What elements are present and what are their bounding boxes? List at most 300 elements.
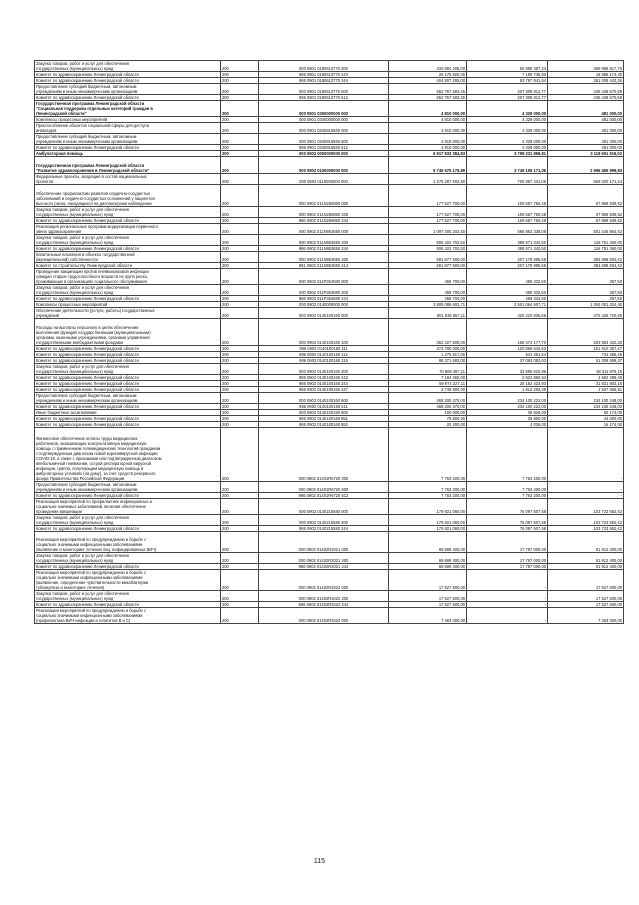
row-code: 000 0901 0180613770 600 (259, 84, 389, 95)
row-code: 000 0902 01402R2021 000 (259, 532, 389, 553)
row-name (35, 428, 221, 482)
page-number: 115 (313, 858, 326, 865)
row-executed: 35 800,00 (467, 416, 548, 422)
row-executed: 17 787 000,00 (467, 553, 548, 564)
row-ved: 200 (221, 482, 259, 493)
row-code: 000 0902 011N255860 200 (259, 207, 389, 218)
row-code: 000 0902 0140100160 200 (259, 364, 389, 375)
table-row (35, 482, 624, 493)
row-name-line: Предоставление субсидий бюджетным, автономным (36, 84, 137, 89)
row-executed: - (467, 570, 548, 591)
row-unexecuted: 67 869 939,52 (548, 218, 624, 224)
row-approved: 4 810 000,00 (389, 117, 467, 123)
row-name-line: Комитет по здравоохранению Ленинградской области (36, 246, 139, 251)
row-name (35, 364, 221, 375)
row-code: 000 0902 0140000000 000 (259, 302, 389, 308)
row-name-line: помощь с применением телемедицинских технологий гражданам (36, 446, 161, 451)
row-ved: 200 (221, 224, 259, 235)
row-name-line: высокого риска, находящихся на диспансерном наблюдении (36, 201, 152, 206)
row-approved: 6 745 575 179,89 (389, 157, 467, 174)
row-name-line: Комитет по здравоохранению Ленинградской области (36, 387, 139, 392)
row-executed: 234 100 222,00 (467, 393, 548, 404)
row-name-line: учреждениям и иным некоммерческим организациям (36, 139, 138, 144)
row-ved: 200 (221, 553, 259, 564)
row-executed: 109 657 760,48 (467, 207, 548, 218)
row-executed: 425 210 836,66 (467, 308, 548, 319)
row-name-line: государственных (муниципальных) нужд (36, 290, 114, 295)
row-name-line: Закупка товаров, работ и услуг для обеспечения (36, 364, 129, 369)
row-name (35, 515, 221, 526)
row-executed: 234 100 222,00 (467, 404, 548, 410)
row-approved: 468 200 470,00 (389, 393, 467, 404)
budget-report-page (34, 60, 622, 624)
row-name-line: учреждений (36, 313, 59, 318)
row-code: 000 0902 011N255860 000 (259, 185, 389, 207)
row-unexecuted: 2 996 465 999,83 (548, 157, 624, 174)
table-row (35, 157, 624, 174)
row-name-line: Комитет по здравоохранению Ленинградской области (36, 493, 139, 498)
row-name (35, 553, 221, 564)
row-executed: 7 763 200,00 (467, 428, 548, 482)
row-executed: 388 671 342,50 (467, 246, 548, 252)
row-name-line: туберкулеза и мониторинг лечения) (36, 585, 105, 590)
row-name-line: Финансовое обеспечение оплаты труда медицинских (36, 436, 138, 441)
row-code: 000 0902 011N953650 200 (259, 235, 389, 246)
row-executed: 1 812 293,49 (467, 387, 548, 393)
row-unexecuted: 569 320 171,44 (548, 174, 624, 185)
row-name (35, 308, 221, 319)
table-row (35, 591, 624, 602)
row-name-line: амбулаторных условиях (на дому), за счет средств резервного (36, 471, 156, 476)
table-row (35, 78, 624, 84)
row-code: 986 0902 0140100160 851 (259, 416, 389, 422)
row-name-line: Иные бюджетные ассигнования (36, 410, 97, 415)
row-executed: 39 826,00 (467, 410, 548, 416)
row-ved: 200 (221, 404, 259, 410)
row-approved: 177 527 700,00 (389, 185, 467, 207)
row-executed: 207 178 995,58 (467, 263, 548, 269)
row-executed: 2 631 860,54 (467, 375, 548, 381)
row-executed: 17 787 000,00 (467, 532, 548, 553)
row-unexecuted: 17 527 600,00 (548, 570, 624, 591)
row-ved: 200 (221, 145, 259, 151)
row-code: 986 0902 0140100160 112 (259, 352, 389, 358)
row-code: 986 0902 01402R2021 244 (259, 564, 389, 570)
row-unexecuted: 17 527 600,00 (548, 602, 624, 608)
row-name-line: государственных (муниципальных) нужд (36, 520, 114, 525)
row-approved: 652 757 583,36 (389, 84, 467, 95)
row-code: 000 0902 011N953650 000 (259, 224, 389, 235)
row-unexecuted: 367,50 (548, 269, 624, 285)
row-code: 000 0901 0180613770 200 (259, 61, 389, 72)
row-ved: 200 (221, 185, 259, 207)
row-ved: 200 (221, 422, 259, 428)
row-approved: 26 176 920,00 (389, 72, 467, 78)
row-executed: 76 097 507,58 (467, 526, 548, 532)
row-name-line: государственных (муниципальных) нужд (36, 558, 114, 563)
row-name-line: Расходы на выплаты персоналу в целях обеспечения (36, 325, 139, 330)
table-row (35, 185, 624, 207)
row-ved: 200 (221, 218, 259, 224)
row-name-line: государственных (муниципальных) нужд (36, 240, 114, 245)
row-unexecuted: 481 000,00 (548, 101, 624, 117)
table-row (35, 285, 624, 296)
table-row (35, 123, 624, 134)
row-ved: 200 (221, 564, 259, 570)
row-executed: 207 178 995,58 (467, 252, 548, 263)
row-name (35, 134, 221, 145)
row-name-line: (муниципальной) собственности (36, 257, 98, 262)
row-name-line: Реализация мероприятий по предупреждению и борьбе с (36, 537, 146, 542)
row-code: 981 0902 011N953650 414 (259, 263, 389, 269)
row-unexecuted: 384 698 504,42 (548, 252, 624, 263)
row-executed: 7 763 200,00 (467, 493, 548, 499)
row-name-line: Реализация региональных программ модернизации первичного (36, 224, 158, 229)
table-row (35, 218, 624, 224)
row-name-line: внебольничной пневмонии, острой респираторной вирусной (36, 461, 152, 466)
row-approved: 70 908 487,11 (389, 364, 467, 375)
row-name (35, 101, 221, 117)
row-ved: 200 (221, 84, 259, 95)
row-name-line: Государственная программа Ленинградской области (36, 101, 145, 106)
table-row (35, 422, 624, 428)
row-ved: 200 (221, 235, 259, 246)
row-name (35, 61, 221, 72)
row-ved: 200 (221, 123, 259, 134)
row-name-line: Комитет по здравоохранению Ленинградской области (36, 296, 139, 301)
row-code: 986 0901 0180613770 244 (259, 78, 389, 84)
row-name-line: проведения вакцинации (36, 509, 82, 514)
row-approved: 20 200,00 (389, 422, 467, 428)
row-name-line: социально-значимых заболеваний, включая обеспечение (36, 504, 146, 509)
row-name-line: Ленинградской области" (36, 111, 87, 116)
table-row (35, 296, 624, 302)
row-name-line: Комитет по строительству Ленинградской области (36, 263, 132, 268)
table-row (35, 145, 624, 151)
row-ved: 200 (221, 72, 259, 78)
row-ved: 200 (221, 499, 259, 515)
row-name-line: (профилактика ВИЧ-инфекции и гепатитов В и С) (36, 618, 131, 623)
row-name-line: социально значимыми инфекционными заболеваниями (36, 542, 143, 547)
row-unexecuted: 3 118 601 516,02 (548, 151, 624, 157)
table-row (35, 308, 624, 319)
row-approved: 459 700,00 (389, 285, 467, 296)
row-ved: 200 (221, 285, 259, 296)
row-name-line: Предоставление субсидий бюджетным, автономным (36, 393, 137, 398)
row-name-line: Комитет по здравоохранению Ленинградской области (36, 145, 139, 150)
row-name-line: государственных (муниципальных) нужд (36, 596, 114, 601)
row-unexecuted: 51 912 400,00 (548, 564, 624, 570)
row-name-line: государственных (муниципальных) нужд (36, 369, 114, 374)
row-executed: 120 869 642,53 (467, 346, 548, 352)
row-code: 000 0902 0140100160 000 (259, 308, 389, 319)
row-name (35, 84, 221, 95)
table-row (35, 134, 624, 145)
row-executed: - (467, 602, 548, 608)
row-approved: 4 810 000,00 (389, 123, 467, 134)
row-executed: 4 329 000,00 (467, 145, 548, 151)
row-name (35, 532, 221, 553)
row-name-line: Реализация мероприятий по предупреждению и борьбе с (36, 608, 146, 613)
row-approved: 4 810 000,00 (389, 134, 467, 145)
row-code: 986 0902 011N255860 244 (259, 218, 389, 224)
table-row (35, 404, 624, 410)
row-unexecuted: 116 751 360,00 (548, 246, 624, 252)
row-executed: 7 763 200,00 (467, 482, 548, 493)
row-ved: 200 (221, 364, 259, 375)
row-executed: 4 026,00 (467, 422, 548, 428)
row-unexecuted: 51 912 400,00 (548, 553, 624, 564)
row-code: 000 0902 01402R2022 000 (259, 570, 389, 591)
row-executed: 595 853 338,08 (467, 224, 548, 235)
row-approved: 179 821 060,00 (389, 499, 467, 515)
row-code: 000 0901 0340000000 000 (259, 117, 389, 123)
table-row (35, 358, 624, 364)
row-code: 000 0902 011N953650 400 (259, 252, 389, 263)
row-name-line: Государственная программа Ленинградской области (36, 163, 145, 168)
row-ved: 200 (221, 375, 259, 381)
row-name-line: Проведение вакцинации против пневмококковой инфекции (36, 269, 149, 274)
row-ved: 200 (221, 269, 259, 285)
row-unexecuted: 1 937 606,51 (548, 387, 624, 393)
row-name-line: Предоставление субсидий бюджетным, автономным (36, 134, 137, 139)
row-unexecuted: 384 698 504,42 (548, 263, 624, 269)
row-code: 986 0902 011P354680 244 (259, 296, 389, 302)
table-row (35, 532, 624, 553)
row-approved: 17 527 600,00 (389, 591, 467, 602)
row-unexecuted: - (548, 493, 624, 499)
table-row (35, 526, 624, 532)
row-ved: 200 (221, 134, 259, 145)
row-code: 000 0901 0300000000 000 (259, 101, 389, 117)
table-row (35, 564, 624, 570)
row-executed: 4 329 000,00 (467, 134, 548, 145)
row-name-line: проектов (36, 179, 54, 184)
row-name-line: органами, казенными учреждениями, органами управления (36, 335, 150, 340)
row-approved: 6 917 833 384,83 (389, 151, 467, 157)
row-unexecuted: 501 446 864,42 (548, 224, 624, 235)
row-unexecuted: 38 311 876,15 (548, 364, 624, 375)
row-unexecuted: 234 100 248,00 (548, 393, 624, 404)
row-code: 000 0902 01401R6720 000 (259, 428, 389, 482)
row-approved: 1 097 300 202,50 (389, 224, 467, 235)
table-row (35, 263, 624, 269)
row-name (35, 174, 221, 185)
row-executed: 4 329 000,00 (467, 101, 548, 117)
row-ved: 200 (221, 174, 259, 185)
row-unexecuted: 103 723 552,42 (548, 526, 624, 532)
row-approved: 459 700,00 (389, 296, 467, 302)
row-name (35, 252, 221, 263)
row-executed: 207 308 912,77 (467, 95, 548, 101)
row-name (35, 285, 221, 296)
row-unexecuted: 481 000,00 (548, 134, 624, 145)
row-name-line: учреждениям и иным некоммерческим организациям (36, 487, 138, 492)
row-approved: 69 699 400,00 (389, 532, 467, 553)
row-name-line: государственными внебюджетными фондами (36, 340, 123, 345)
row-code: 986 0902 0140100160 244 (259, 381, 389, 387)
table-row (35, 428, 624, 482)
row-code: 000 0902 0140215580 000 (259, 499, 389, 515)
row-code: 000 0902 0100000000 000 (259, 157, 389, 174)
row-code: 000 0902 0140100160 800 (259, 410, 389, 416)
row-approved: 179 821 060,00 (389, 526, 467, 532)
row-code: 986 0902 0140100160 242 (259, 375, 389, 381)
table-row (35, 252, 624, 263)
table-row (35, 364, 624, 375)
row-unexecuted: 1 304 001 324,40 (548, 302, 624, 308)
row-name-line: COVID-19, а также с признаками или подтвержденным диагнозом (36, 456, 162, 461)
row-name-line: Комитет по здравоохранению Ленинградской области (36, 218, 139, 223)
row-ved: 200 (221, 246, 259, 252)
row-executed: 459 332,50 (467, 269, 548, 285)
row-code: 986 0902 0140215580 244 (259, 526, 389, 532)
row-unexecuted: 103 723 552,42 (548, 499, 624, 515)
row-executed: 76 097 507,58 (467, 515, 548, 526)
row-unexecuted: 103 723 552,42 (548, 515, 624, 526)
row-name-line: заболеваний и сердечно-сосудистых осложнений у пациентов (36, 196, 155, 201)
row-unexecuted: 481 000,00 (548, 123, 624, 134)
row-approved: 505 422 702,50 (389, 246, 467, 252)
row-name-line: Комплексы процессных мероприятий (36, 117, 108, 122)
table-row (35, 499, 624, 515)
row-name-line: Комитет по здравоохранению Ленинградской области (36, 416, 139, 421)
row-name-line: (выявление и мониторинг лечения лиц, инфицированных ВИЧ) (36, 547, 157, 552)
row-unexecuted: 31 821 803,18 (548, 381, 624, 387)
row-name-line: выполнения функций государственными (муниципальными) (36, 330, 151, 335)
row-name-line: Закупка товаров, работ и услуг для обеспечения (36, 515, 129, 520)
row-approved: 88 371 683,00 (389, 358, 467, 364)
row-code: 986 0902 011N953650 244 (259, 246, 389, 252)
row-executed: 541 451,54 (467, 352, 548, 358)
table-row (35, 393, 624, 404)
row-approved: 362 427 600,00 (389, 319, 467, 346)
row-approved: 179 821 060,00 (389, 515, 467, 526)
row-unexecuted: 734 465,46 (548, 352, 624, 358)
row-ved: 200 (221, 117, 259, 123)
row-approved: 272 780 000,00 (389, 346, 467, 352)
row-executed: 459 332,50 (467, 296, 548, 302)
row-name-line: Комитет по здравоохранению Ленинградской области (36, 358, 139, 363)
row-ved: 200 (221, 608, 259, 624)
row-unexecuted: 367,50 (548, 296, 624, 302)
row-unexecuted: - (548, 428, 624, 482)
row-name-line: Комитет по здравоохранению Ленинградской области (36, 381, 139, 386)
row-name (35, 235, 221, 246)
table-row (35, 246, 624, 252)
row-approved: 1 275 917,00 (389, 352, 467, 358)
table-row (35, 224, 624, 235)
row-approved: 17 527 600,00 (389, 602, 467, 608)
row-name-line: Комитет по здравоохранению Ленинградской области (36, 72, 139, 77)
row-unexecuted: 234 100 248,00 (548, 404, 624, 410)
row-name-line: Комитет по здравоохранению Ленинградской области (36, 422, 139, 427)
row-ved: 200 (221, 570, 259, 591)
table-row (35, 346, 624, 352)
row-name (35, 482, 221, 493)
row-approved: 468 200 470,00 (389, 404, 467, 410)
row-approved: 100 000,00 (389, 410, 467, 416)
row-unexecuted: 367,50 (548, 285, 624, 296)
row-name-line: Комитет по здравоохранению Ленинградской области (36, 352, 139, 357)
row-unexecuted: 151 910 357,47 (548, 346, 624, 352)
row-unexecuted: 18 986 174,40 (548, 72, 624, 78)
row-name (35, 570, 221, 591)
row-unexecuted: 67 869 939,52 (548, 185, 624, 207)
row-executed: 109 657 760,48 (467, 218, 548, 224)
row-ved: 200 (221, 346, 259, 352)
row-name-line: Комитет по здравоохранению Ленинградской области (36, 78, 139, 83)
row-code: 000 0902 011P354680 200 (259, 285, 389, 296)
row-approved: 79 800,00 (389, 416, 467, 422)
row-ved: 200 (221, 358, 259, 364)
row-ved: 200 (221, 428, 259, 482)
row-ved: 200 (221, 302, 259, 308)
row-approved: 69 699 400,00 (389, 564, 467, 570)
row-name (35, 224, 221, 235)
row-ved: 200 (221, 61, 259, 72)
row-name (35, 185, 221, 207)
row-code: 986 0901 0180613770 243 (259, 72, 389, 78)
row-name-line: социально значимыми инфекционными заболеваниями (36, 575, 143, 580)
row-approved: 7 763 200,00 (389, 428, 467, 482)
row-ved: 200 (221, 95, 259, 101)
table-row (35, 95, 624, 101)
row-unexecuted: 16 174,00 (548, 422, 624, 428)
row-ved: 200 (221, 532, 259, 553)
row-ved: 200 (221, 493, 259, 499)
row-executed: 32 596 610,96 (467, 364, 548, 375)
row-name-line: Комитет по здравоохранению Ленинградской области (36, 602, 139, 607)
budget-table-body (35, 61, 624, 624)
row-ved: 200 (221, 602, 259, 608)
row-executed: 2 501 064 607,71 (467, 302, 548, 308)
row-code: 000 0902 0140100160 600 (259, 393, 389, 404)
row-ved: 200 (221, 591, 259, 602)
row-executed: 37 063 083,63 (467, 358, 548, 364)
row-name-line: Комитет по здравоохранению Ленинградской области (36, 346, 139, 351)
row-name-line: учреждениям и иным некоммерческим организациям (36, 398, 138, 403)
row-approved: 7 184 360,00 (389, 375, 467, 381)
row-name-line: граждан старше трудоспособного возраста из групп риска, (36, 274, 148, 279)
row-code: 000 0901 0340816560 000 (259, 123, 389, 134)
row-code: 000 0902 0140215580 200 (259, 515, 389, 526)
row-name-line: инфекции, гриппа, получающим медицинскую помощь в (36, 466, 144, 471)
row-name-line: Федеральные проекты, входящие в состав национальных (36, 174, 147, 179)
row-executed: 4 329 000,00 (467, 123, 548, 134)
row-ved: 200 (221, 387, 259, 393)
row-name-line: "Социальная поддержка отдельных категорий граждан в (36, 106, 153, 111)
row-approved: 177 527 700,00 (389, 218, 467, 224)
row-ved: 200 (221, 157, 259, 174)
row-code: 000 0902 0140100160 100 (259, 319, 389, 346)
row-unexecuted: 481 000,00 (548, 145, 624, 151)
row-approved: 3 749 900,00 (389, 387, 467, 393)
row-name-line: Реализация мероприятий по профилактике инфекционных и (36, 499, 152, 504)
row-approved: 59 974 227,11 (389, 381, 467, 387)
row-approved: 901 636 557,11 (389, 308, 467, 319)
row-unexecuted: 44 000,00 (548, 416, 624, 422)
row-name-line: "Развитие здравоохранения в Ленинградской области" (36, 168, 150, 173)
row-name-line: Приспособление объектов социальной сферы для доступа (36, 123, 149, 128)
row-approved: 4 810 000,00 (389, 145, 467, 151)
row-unexecuted: 116 751 360,00 (548, 235, 624, 246)
table-row (35, 101, 624, 117)
row-code: 986 0902 0140100160 611 (259, 404, 389, 410)
table-row (35, 608, 624, 624)
row-name-line: Реализация мероприятий по предупреждению и борьбе с (36, 570, 146, 575)
row-unexecuted: 369 995 817,76 (548, 61, 624, 72)
